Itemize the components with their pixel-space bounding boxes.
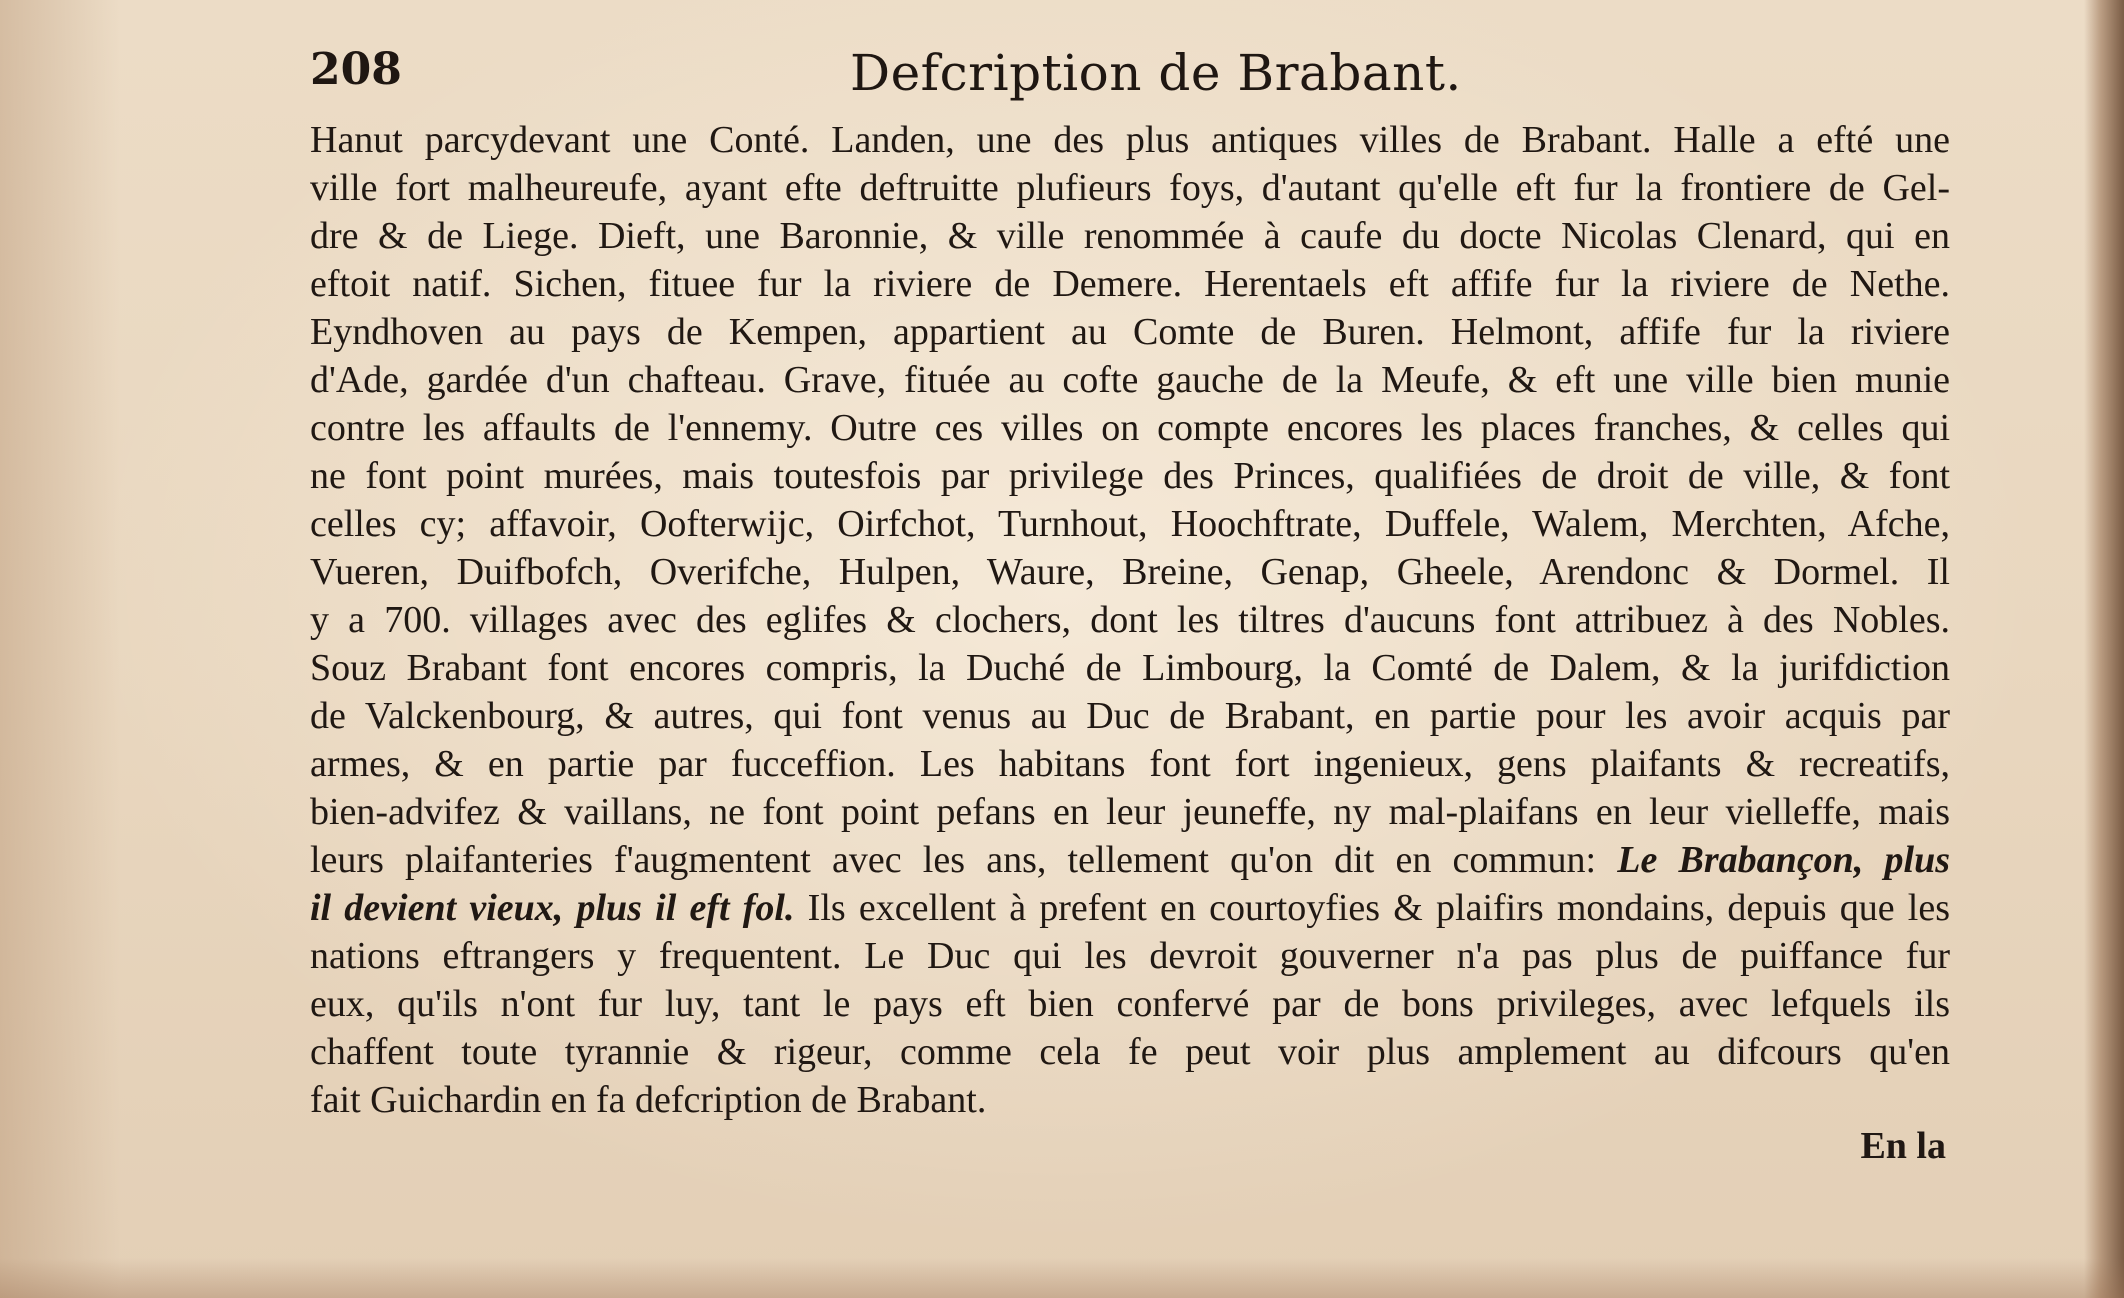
- text-line: [310, 260, 1950, 308]
- catchword: En la: [1860, 1125, 1946, 1167]
- text-line: [310, 884, 1950, 932]
- line-text: armes, & en partie par fucceffion. Les habitans font fort ingenieux, gens plaifants & recreatifs,: [310, 743, 1950, 785]
- line-text: dre & de Liege. Dieft, une Baronnie, & ville renommée à caufe du docte Nicolas Clenard, qui en: [310, 215, 1950, 257]
- text-line: [310, 644, 1950, 692]
- page-number: 208: [310, 44, 402, 95]
- text-line: [310, 500, 1950, 548]
- page-shadow-left: [0, 0, 120, 1298]
- text-line: [310, 932, 1950, 980]
- line-text: nations eftrangers y frequentent. Le Duc qui les devroit gouverner n'a pas plus de puiffance fur: [310, 935, 1950, 977]
- body-text: [310, 116, 1950, 1124]
- line-text: contre les affaults de l'ennemy. Outre ces villes on compte encores les places franches, & celles qui: [310, 407, 1950, 449]
- line-text: Eyndhoven au pays de Kempen, appartient au Comte de Buren. Helmont, affife fur la riviere: [310, 311, 1950, 353]
- line-text: leurs plaifanteries f'augmentent avec les ans, tellement qu'on dit en commun:: [310, 839, 1618, 881]
- line-text: ne font point murées, mais toutesfois par privilege des Princes, qualifiées de droit de ville, & font: [310, 455, 1950, 497]
- line-text: Ils excellent à prefent en courtoyfies & plaifirs mondains, depuis que les: [794, 887, 1950, 929]
- text-line: [310, 548, 1950, 596]
- italic-text: il devient vieux, plus il eft fol.: [310, 887, 795, 929]
- line-text: eux, qu'ils n'ont fur luy, tant le pays eft bien confervé par de bons privileges, avec lefquels ils: [310, 983, 1950, 1025]
- page-edge-right: [2084, 0, 2124, 1298]
- text-line: [310, 116, 1950, 164]
- line-text: eftoit natif. Sichen, fituee fur la riviere de Demere. Herentaels eft affife fur la riviere de Nethe.: [310, 263, 1950, 305]
- text-line: [310, 740, 1950, 788]
- line-text: chaffent toute tyrannie & rigeur, comme cela fe peut voir plus amplement au difcours qu'en: [310, 1031, 1950, 1073]
- text-line: [310, 836, 1950, 884]
- text-line: [310, 788, 1950, 836]
- line-text: celles cy; affavoir, Oofterwijc, Oirfchot, Turnhout, Hoochftrate, Duffele, Walem, Merchten, Afche,: [310, 503, 1950, 545]
- text-line: [310, 1028, 1950, 1076]
- text-line: [310, 452, 1950, 500]
- text-line: [310, 356, 1950, 404]
- line-text: Souz Brabant font encores compris, la Duché de Limbourg, la Comté de Dalem, & la jurifdiction: [310, 647, 1950, 689]
- page-shadow-bottom: [0, 1258, 2124, 1298]
- line-text: fait Guichardin en fa defcription de Brabant.: [310, 1079, 987, 1121]
- line-text: de Valckenbourg, & autres, qui font venus au Duc de Brabant, en partie pour les avoir acquis par: [310, 695, 1950, 737]
- text-line: [310, 212, 1950, 260]
- text-line: [310, 308, 1950, 356]
- line-text: y a 700. villages avec des eglifes & clochers, dont les tiltres d'aucuns font attribuez à des Nobles.: [310, 599, 1950, 641]
- line-text: bien-advifez & vaillans, ne font point pefans en leur jeuneffe, ny mal-plaifans en leur vielleffe, mais: [310, 791, 1950, 833]
- italic-text: Le Brabançon, plus: [1617, 839, 1950, 881]
- line-text: Hanut parcydevant une Conté. Landen, une des plus antiques villes de Brabant. Halle a efté une: [310, 119, 1950, 161]
- text-line: [310, 692, 1950, 740]
- line-text: d'Ade, gardée d'un chafteau. Grave, fituée au cofte gauche de la Meufe, & eft une ville bien munie: [310, 359, 1950, 401]
- page-header: [310, 44, 1950, 114]
- line-text: ville fort malheureufe, ayant efte deftruitte plufieurs foys, d'autant qu'elle eft fur la frontiere de Gel-: [310, 167, 1950, 209]
- running-title: Defcription de Brabant.: [850, 44, 1462, 102]
- text-line: [310, 1076, 1950, 1124]
- text-line: [310, 404, 1950, 452]
- text-line: [310, 596, 1950, 644]
- line-text: Vueren, Duifbofch, Overifche, Hulpen, Waure, Breine, Genap, Gheele, Arendonc & Dormel. Il: [310, 551, 1950, 593]
- text-line: [310, 980, 1950, 1028]
- text-line: [310, 164, 1950, 212]
